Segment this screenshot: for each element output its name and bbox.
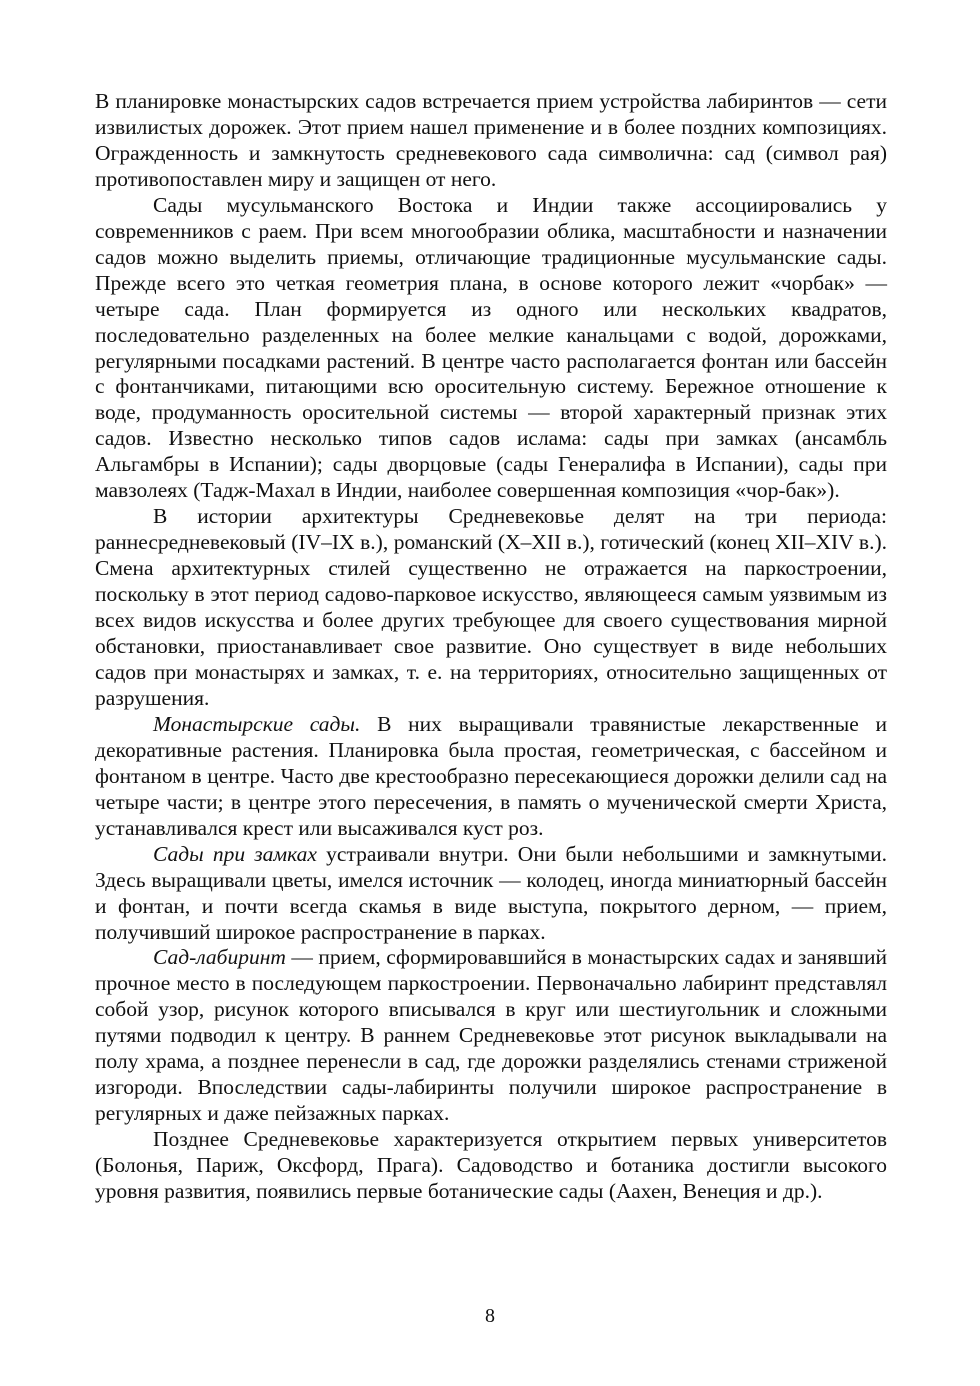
paragraph-middle-ages-periods [95, 504, 887, 712]
paragraph-text: Сады мусульманского Востока и Индии также ассоциировались у современников с раем. При всем многообразии облика, масштабности и назначении садов можно выделить приемы, отличающие традиционные мусульманские сады. Прежде всего это четкая геометрия плана, в основе которого лежит «чорбак» — четыре сада. План формируется из одного или нескольких квадратов, последовательно разделенных на более мелкие канальцами с водой, дорожками, регулярными посадками растений. В центре часто располагается фонтан или бассейн с фонтанчиками, питающими всю оросительную систему. Бережное отношение к воде, продуманность оросительной системы — второй характерный признак этих садов. Известно несколько типов садов ислама: сады при замках (ансамбль Альгамбры в Испании); сады дворцовые (сады Генералифа в Испании), сады при мавзолеях (Тадж-Махал в Индии, наиболее совершенная композиция «чор-бак»). [95, 192, 887, 503]
paragraph-lead-term: Сады при замках [153, 841, 317, 866]
paragraph-labyrinth-garden [95, 945, 887, 1127]
paragraph-lead-term: Монастырские сады. [153, 711, 361, 736]
paragraph-text: Позднее Средневековье характеризуется открытием первых университетов (Болонья, Париж, Оксфорд, Прага). Садоводство и ботаника достигли высокого уровня развития, появились первые ботанические сады (Аахен, Венеция и др.). [95, 1127, 887, 1204]
paragraph-castle-gardens [95, 842, 887, 946]
paragraph-muslim-gardens [95, 193, 887, 504]
paragraph-text: В планировке монастырских садов встречается прием устройства лабиринтов — сети извилистых дорожек. Этот прием нашел применение и в более поздних композициях. Огражденность и замкнутость средневекового сада символична: сад (символ рая) противопоставлен миру и защищен от него. [95, 89, 887, 191]
paragraph-monastery-labyrinths [95, 89, 887, 193]
paragraph-lead-term: Сад-лабиринт [153, 945, 286, 970]
page-body [95, 89, 887, 1205]
paragraph-text: В истории архитектуры Средневековье делят на три периода: раннесредневековый (IV–IX в.), романский (X–XII в.), готический (конец XII–XIV в.). Смена архитектурных стилей существенно не отражается на паркостроении, поскольку в этот период садово-парковое искусство, являющееся самым уязвимым из всех видов искусства и более других требующее для своего существования мирной обстановки, приостанавливает свое развитие. Оно существует в виде небольших садов при монастырях и замках, т. е. на территориях, относительно защищенных от разрушения. [95, 504, 887, 710]
page-number: 8 [485, 1305, 495, 1327]
paragraph-text: устраивали внутри. Они были небольшими и замкнутыми. Здесь выращивали цветы, имелся источник — колодец, иногда миниатюрный бассейн и фонтан, и почти всегда скамья в виде выступа, покрытого дерном, — прием, получивший широкое распространение в парках. [95, 841, 887, 944]
paragraph-monastery-gardens [95, 712, 887, 842]
paragraph-late-middle-ages [95, 1127, 887, 1205]
paragraph-text: — прием, сформировавшийся в монастырских садах и занявший прочное место в последующем паркостроении. Первоначально лабиринт представлял собой узор, рисунок которого вписывался в круг или шестиугольник и сложными путями подводил к центру. В раннем Средневековье этот рисунок выкладывали на полу храма, а позднее перенесли в сад, где дорожки разделялись стенами стриженой изгороди. Впоследствии сады-лабиринты получили широкое распространение в регулярных и даже пейзажных парках. [95, 945, 887, 1126]
paragraph-text: В них выращивали травянистые лекарственные и декоративные растения. Планировка была простая, геометрическая, с бассейном и фонтаном в центре. Часто две крестообразно пересекающиеся дорожки делили сад на четыре части; в центре этого пересечения, в память о мученической смерти Христа, устанавливался крест или высаживался куст роз. [95, 711, 888, 840]
